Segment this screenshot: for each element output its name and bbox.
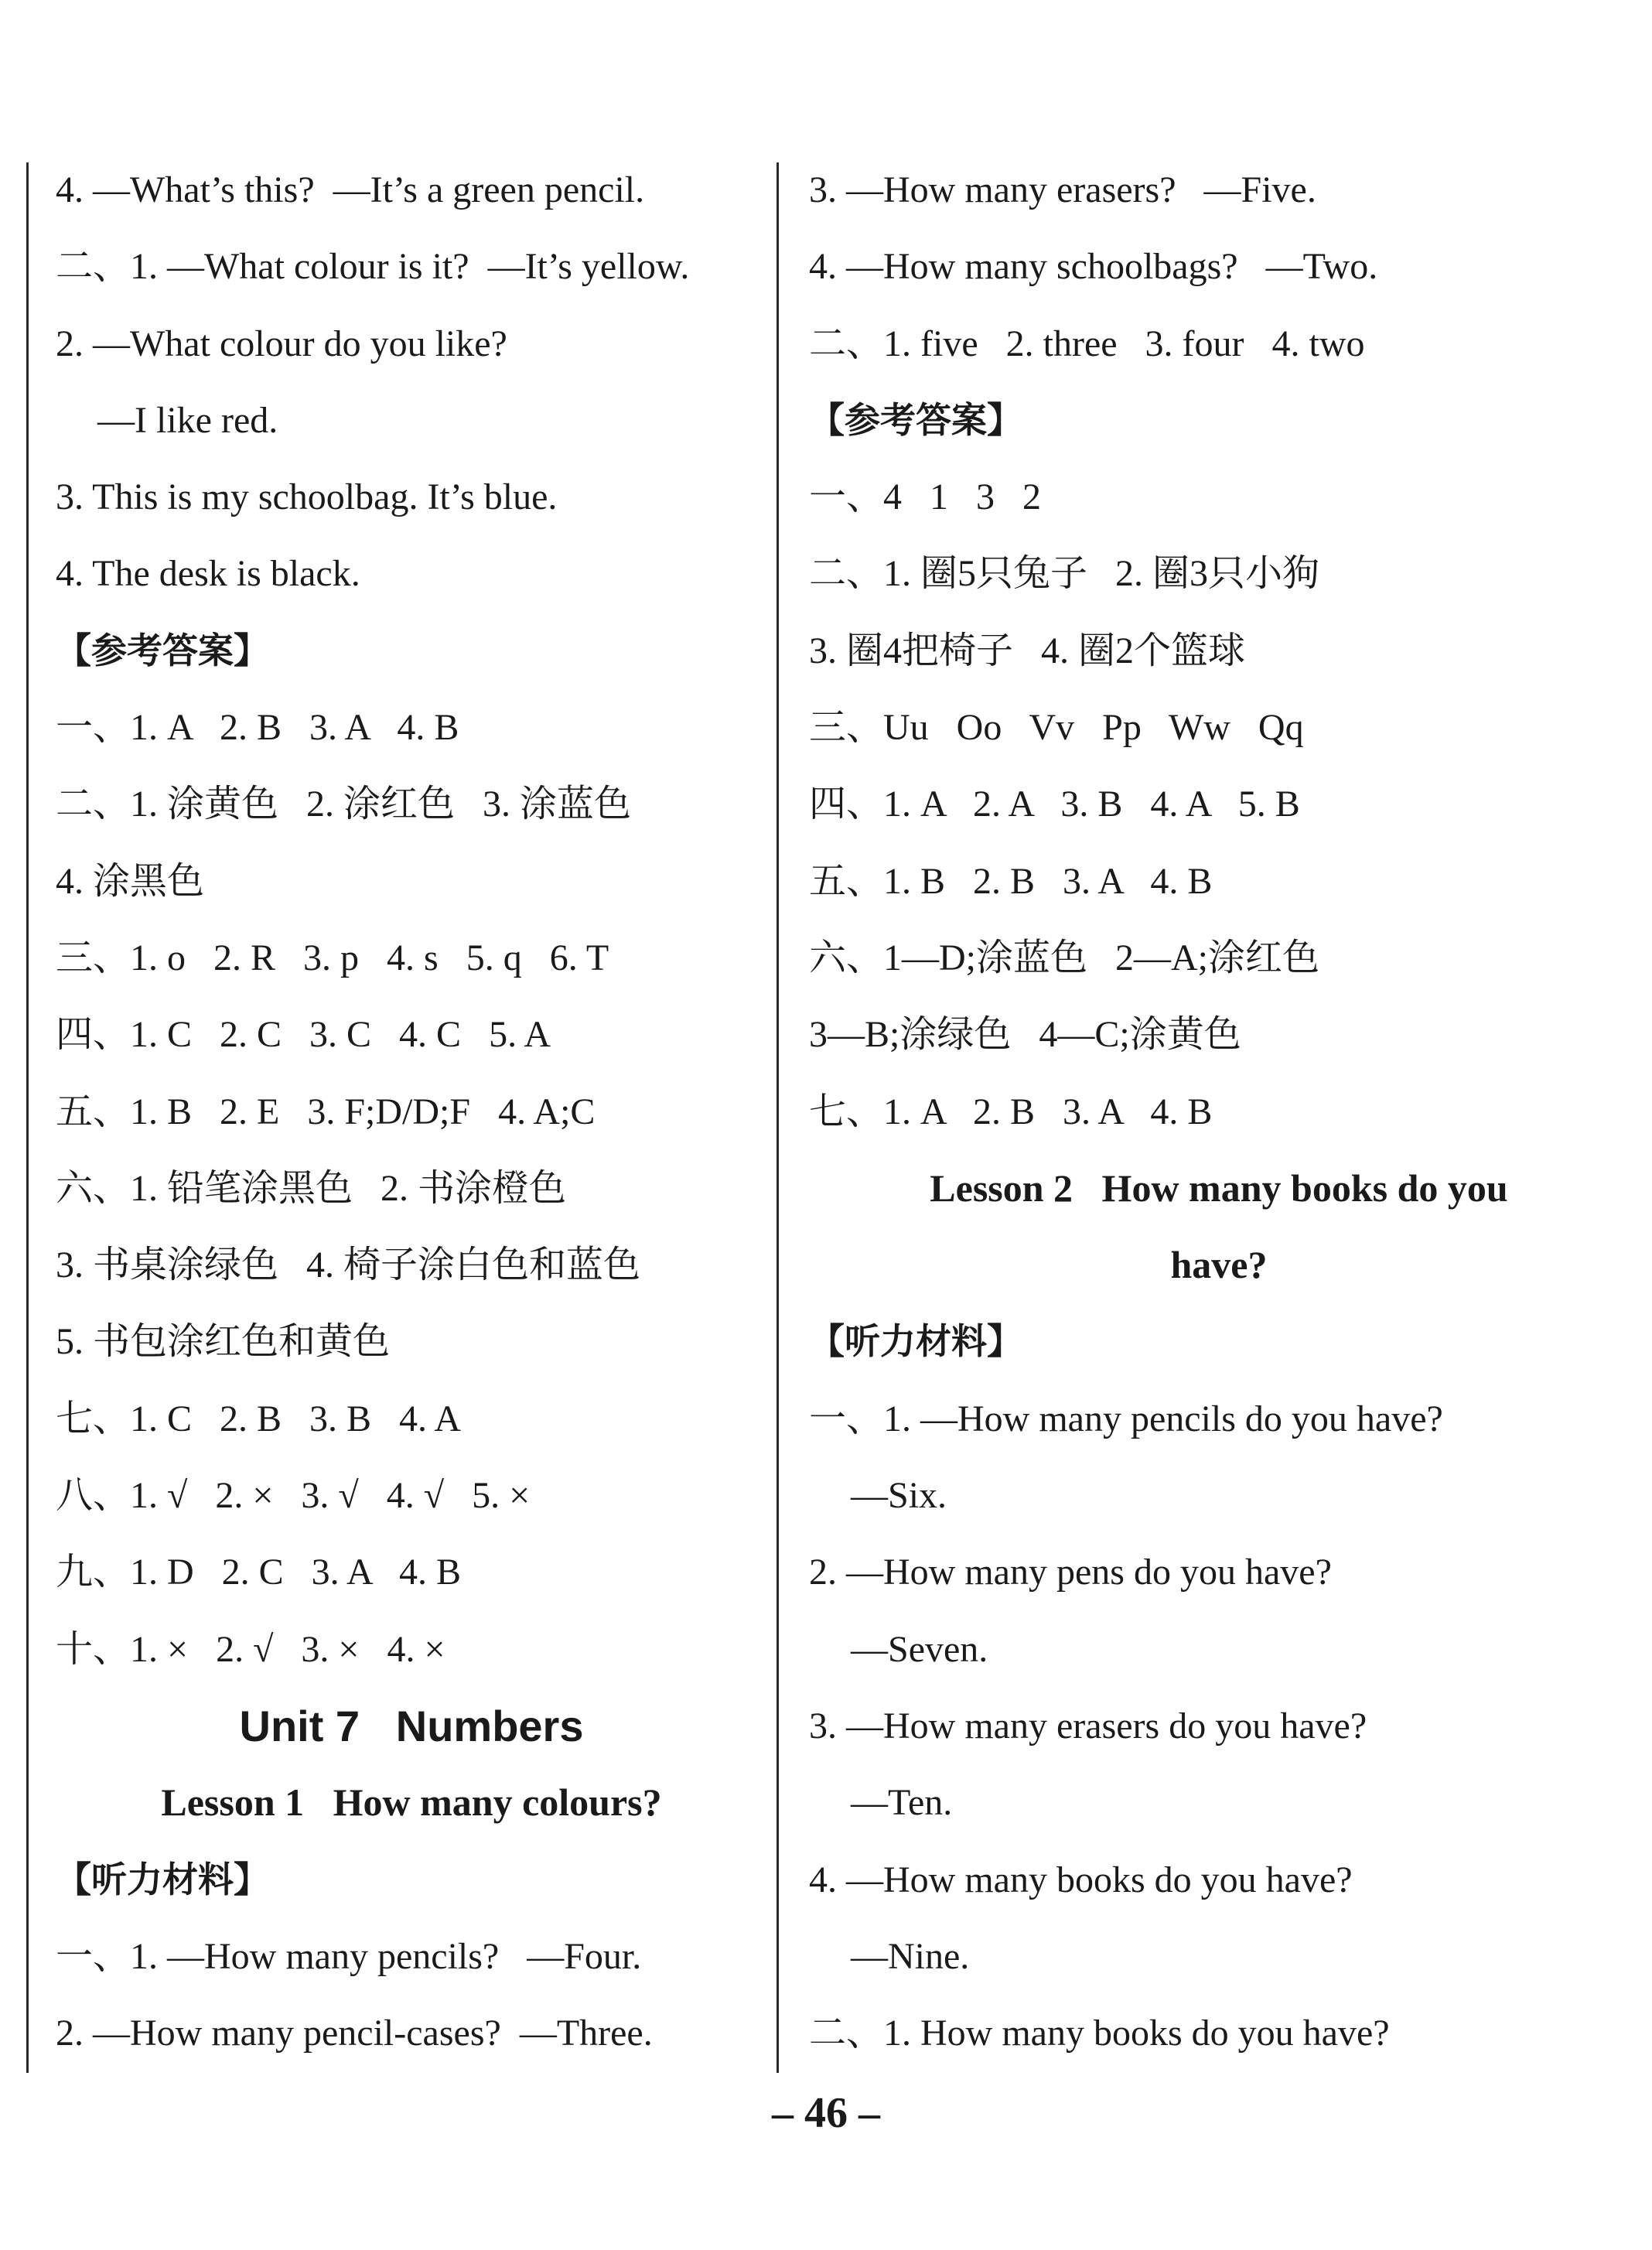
section-heading: 【参考答案】 [809,398,1022,441]
text-line: 3—B;涂绿色 4—C;涂黄色 [809,1014,1241,1056]
text-line: 二、1. 涂黄色 2. 涂红色 3. 涂蓝色 [56,784,632,825]
lesson-heading: Lesson 1 How many colours? [161,1781,662,1825]
text-line: 一、1. —How many pencils do you have? [809,1398,1443,1439]
text-line: 3. 书桌涂绿色 4. 椅子涂白色和蓝色 [56,1244,641,1286]
text-line: 2. —How many pens do you have? [809,1552,1332,1593]
text-line: 七、1. C 2. B 3. B 4. A [56,1398,462,1439]
answer-line: —Seven. [851,1628,988,1670]
text-line: 十、1. × 2. √ 3. × 4. × [56,1628,445,1670]
text-line: 3. —How many erasers do you have? [809,1705,1367,1746]
unit-heading: Unit 7 Numbers [239,1701,584,1750]
text-line: 三、1. o 2. R 3. p 4. s 5. q 6. T [56,937,609,978]
text-line: 九、1. D 2. C 3. A 4. B [56,1552,462,1593]
section-heading: 【听力材料】 [809,1320,1022,1363]
column-divider [777,162,779,2073]
text-line: 二、1. five 2. three 3. four 4. two [809,323,1365,364]
text-line: 4. 涂黑色 [56,860,205,902]
right-column [809,152,1629,2071]
answer-line: —Ten. [851,1782,953,1824]
text-line: 2. —How many pencil-cases? —Three. [56,2013,653,2054]
text-line: 二、1. How many books do you have? [809,2013,1390,2054]
left-margin-rule [26,162,29,2073]
text-line: 4. —What’s this? —It’s a green pencil. [56,169,645,210]
text-line: 三、Uu Oo Vv Pp Ww Qq [809,707,1304,749]
text-line: 3. This is my schoolbag. It’s blue. [56,476,558,518]
text-line: 4. —How many schoolbags? —Two. [809,246,1378,288]
text-line: 二、1. 圈5只兔子 2. 圈3只小狗 [809,553,1320,595]
text-line: 四、1. A 2. A 3. B 4. A 5. B [809,784,1300,825]
left-column [56,152,767,2071]
text-line: 四、1. C 2. C 3. C 4. C 5. A [56,1014,551,1056]
page-number: – 46 – [772,2089,880,2137]
text-line: 3. —How many erasers? —Five. [809,169,1316,210]
answer-line: —Nine. [851,1935,970,1977]
text-line: 一、4 1 3 2 [809,476,1042,518]
text-line: 六、1. 铅笔涂黑色 2. 书涂橙色 [56,1167,567,1209]
text-line: 5. 书包涂红色和黄色 [56,1321,391,1363]
text-line: 一、1. —How many pencils? —Four. [56,1935,642,1977]
text-line: 4. The desk is black. [56,553,360,595]
text-line: 八、1. √ 2. × 3. √ 4. √ 5. × [56,1475,531,1517]
text-line: 一、1. A 2. B 3. A 4. B [56,707,459,749]
section-heading: 【听力材料】 [56,1858,269,1900]
text-line: 二、1. —What colour is it? —It’s yellow. [56,246,690,288]
answer-line: —Six. [851,1475,947,1517]
text-line: 五、1. B 2. E 3. F;D/D;F 4. A;C [56,1091,596,1132]
text-line: 六、1—D;涂蓝色 2—A;涂红色 [809,937,1320,978]
text-line: 七、1. A 2. B 3. A 4. B [809,1091,1213,1132]
lesson-heading: have? [1170,1243,1268,1287]
lesson-heading: Lesson 2 How many books do you [930,1166,1508,1210]
text-line: 4. —How many books do you have? [809,1859,1353,1900]
text-line: 2. —What colour do you like? [56,323,507,364]
answer-line: —I like red. [97,399,278,441]
text-line: 五、1. B 2. B 3. A 4. B [809,860,1213,902]
text-line: 3. 圈4把椅子 4. 圈2个篮球 [809,630,1246,671]
section-heading: 【参考答案】 [56,629,269,671]
